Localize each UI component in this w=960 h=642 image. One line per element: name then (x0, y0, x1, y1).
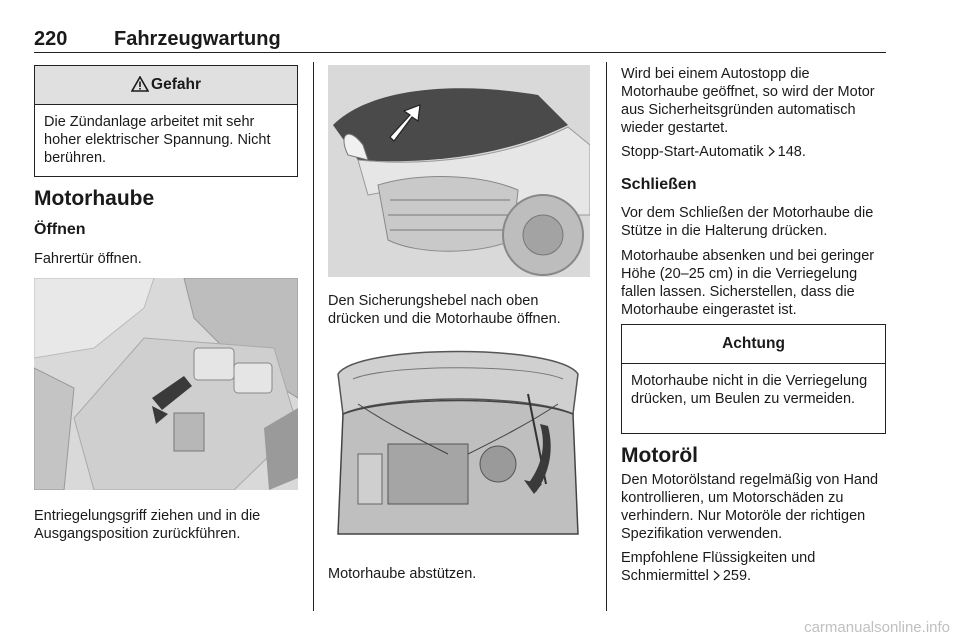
warning-triangle-icon (131, 76, 149, 92)
start-stop-text: Stopp-Start-Automatik (621, 144, 768, 160)
chapter-title: Fahrzeugwartung (114, 28, 281, 50)
danger-text: Die Zündanlage arbeitet mit sehr hoher elektrischer Spannung. Nicht berühren. (44, 114, 271, 166)
paragraph-push-lever: Den Sicherungshebel nach oben drücken und die Motorhaube öffnen. (328, 293, 561, 327)
fluids-page-link[interactable]: 259. (722, 568, 752, 584)
column-divider-left (313, 62, 314, 611)
paragraph-support-hood: Motorhaube abstützen. (328, 566, 477, 582)
paragraph-fluids-ref (621, 549, 886, 585)
paragraph-oil-level: Den Motorölstand regelmäßig von Hand kontrollieren, um Motorschäden zu verhindern. Nur Motoröle der richtigen Spezifikation verwenden. (621, 472, 879, 542)
figure-hood-lever (328, 65, 590, 277)
subsection-title-oeffnen: Öffnen (34, 221, 86, 238)
fluids-text: Empfohlene Flüssigkeiten und Schmiermittel (621, 550, 816, 584)
header-rule (34, 52, 886, 53)
section-title-motorhaube: Motorhaube (34, 187, 155, 210)
paragraph-open-door: Fahrertür öffnen. (34, 251, 142, 267)
watermark: carmanualsonline.info (804, 619, 950, 636)
subsection-title-schliessen: Schließen (621, 176, 697, 193)
start-stop-page-link[interactable]: 148. (777, 144, 806, 160)
caution-box (621, 324, 886, 434)
page-reference-arrow-icon (768, 146, 775, 157)
page-number: 220 (34, 28, 68, 50)
danger-box (34, 65, 298, 177)
figure-hood-support (328, 334, 590, 546)
paragraph-lower-hood: Motorhaube absenken und bei geringer Höhe (20–25 cm) in die Verriegelung fallen lassen. Sicherstellen, dass die Motorhaube eingerastet ist. (621, 248, 875, 318)
paragraph-support-bracket: Vor dem Schließen der Motorhaube die Stütze in die Halterung drücken. (621, 205, 874, 239)
column-divider-right (606, 62, 607, 611)
paragraph-start-stop-ref (621, 143, 886, 161)
caution-text: Motorhaube nicht in die Verriegelung drücken, um Beulen zu vermeiden. (631, 373, 868, 407)
danger-label: Gefahr (151, 76, 201, 93)
figure-release-lever (34, 278, 298, 490)
section-title-motoroel: Motoröl (621, 444, 698, 467)
page-header (34, 28, 886, 50)
page-reference-arrow-icon (713, 570, 720, 581)
caution-header: Achtung (622, 325, 885, 364)
danger-header (35, 66, 297, 105)
paragraph-autostop: Wird bei einem Autostopp die Motorhaube geöffnet, so wird der Motor aus Sicherheitsgründen automatisch wieder gestartet. (621, 66, 875, 136)
paragraph-release-handle: Entriegelungsgriff ziehen und in die Ausgangsposition zurückführen. (34, 508, 261, 542)
